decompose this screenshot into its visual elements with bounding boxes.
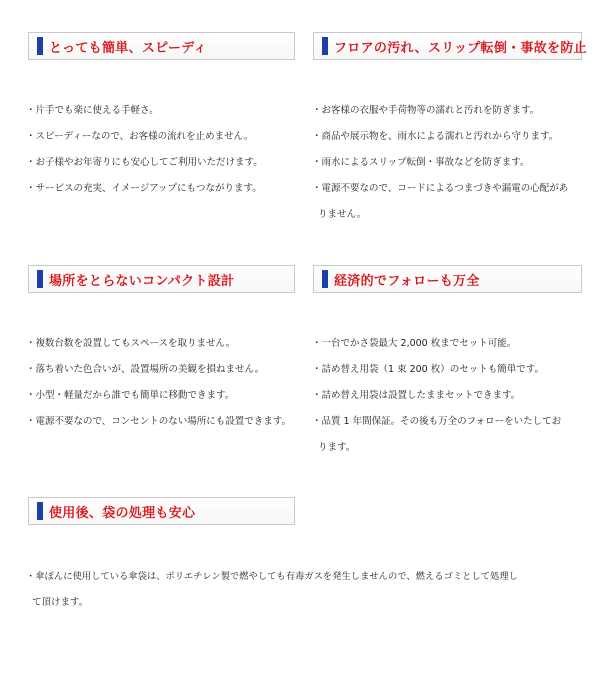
section-heading	[28, 497, 295, 525]
list-item: ・一台でかさ袋最大 2,000 枚までセット可能。	[312, 338, 517, 349]
section-heading-text: 経済的でフォローも万全	[334, 273, 480, 289]
section-safe-disposal	[28, 497, 295, 525]
section-heading-text: 使用後、袋の処理も安心	[49, 505, 196, 521]
feature-list	[26, 98, 296, 202]
heading-accent-bar	[37, 37, 43, 55]
section-economical-support	[313, 265, 582, 293]
section-economical-support-list	[312, 331, 592, 461]
feature-list	[26, 331, 311, 435]
section-compact-design-list	[26, 331, 311, 435]
list-item: ・複数台数を設置してもスペースを取りません。	[26, 338, 236, 349]
heading-accent-bar	[37, 502, 43, 520]
list-item: ・商品や展示物を、雨水による濡れと汚れから守ります。	[312, 131, 559, 142]
section-compact-design	[28, 265, 295, 293]
feature-list	[312, 98, 592, 228]
list-item: ・雨水によるスリップ転倒・事故などを防ぎます。	[312, 157, 530, 168]
list-item: ・詰め替え用袋（1 束 200 枚）のセットも簡単です。	[312, 364, 544, 375]
list-item-continuation: りません。	[318, 209, 367, 220]
list-item: ・電源不要なので、コードによるつまづきや漏電の心配があ	[312, 183, 569, 194]
section-heading-text: とっても簡単、スピーディ	[49, 40, 207, 56]
list-item: ・品質 1 年間保証。その後も万全のフォローをいたしてお	[312, 416, 562, 427]
section-heading	[313, 265, 582, 293]
list-item: ・お客様の衣服や手荷物等の濡れと汚れを防ぎます。	[312, 105, 540, 116]
section-heading	[28, 265, 295, 293]
section-heading	[28, 32, 295, 60]
list-item: ・電源不要なので、コンセントのない場所にも設置できます。	[26, 416, 292, 427]
section-heading-text: フロアの汚れ、スリップ転倒・事故を防止	[334, 40, 587, 56]
heading-accent-bar	[322, 37, 328, 55]
list-item: ・落ち着いた色合いが、設置場所の美観を損ねません。	[26, 364, 265, 375]
list-item: ・小型・軽量だから誰でも簡単に移動できます。	[26, 390, 235, 401]
section-heading	[313, 32, 587, 60]
list-item: ・傘ぽんに使用している傘袋は、ポリエチレン製で燃やしても有毒ガスを発生しませんので、燃えるゴミとして処理し	[26, 571, 518, 582]
section-easy-speedy	[28, 32, 295, 60]
feature-list	[26, 564, 586, 616]
list-item: ・スピーディーなので、お客様の流れを止めません。	[26, 131, 254, 142]
list-item: ・詰め替え用袋は設置したままセットできます。	[312, 390, 521, 401]
section-floor-protection	[313, 32, 587, 60]
heading-accent-bar	[322, 270, 328, 288]
section-heading-text: 場所をとらないコンパクト設計	[49, 273, 235, 289]
list-item: ・片手でも楽に使える手軽さ。	[26, 105, 159, 116]
list-item: ・お子様やお年寄りにも安心してご利用いただけます。	[26, 157, 263, 168]
heading-accent-bar	[37, 270, 43, 288]
list-item-continuation: ります。	[318, 442, 356, 453]
list-item-continuation: て頂けます。	[32, 597, 89, 608]
section-safe-disposal-list	[26, 564, 586, 616]
feature-list	[312, 331, 592, 461]
section-easy-speedy-list	[26, 98, 296, 202]
section-floor-protection-list	[312, 98, 592, 228]
list-item: ・サービスの充実、イメージアップにもつながります。	[26, 183, 262, 194]
